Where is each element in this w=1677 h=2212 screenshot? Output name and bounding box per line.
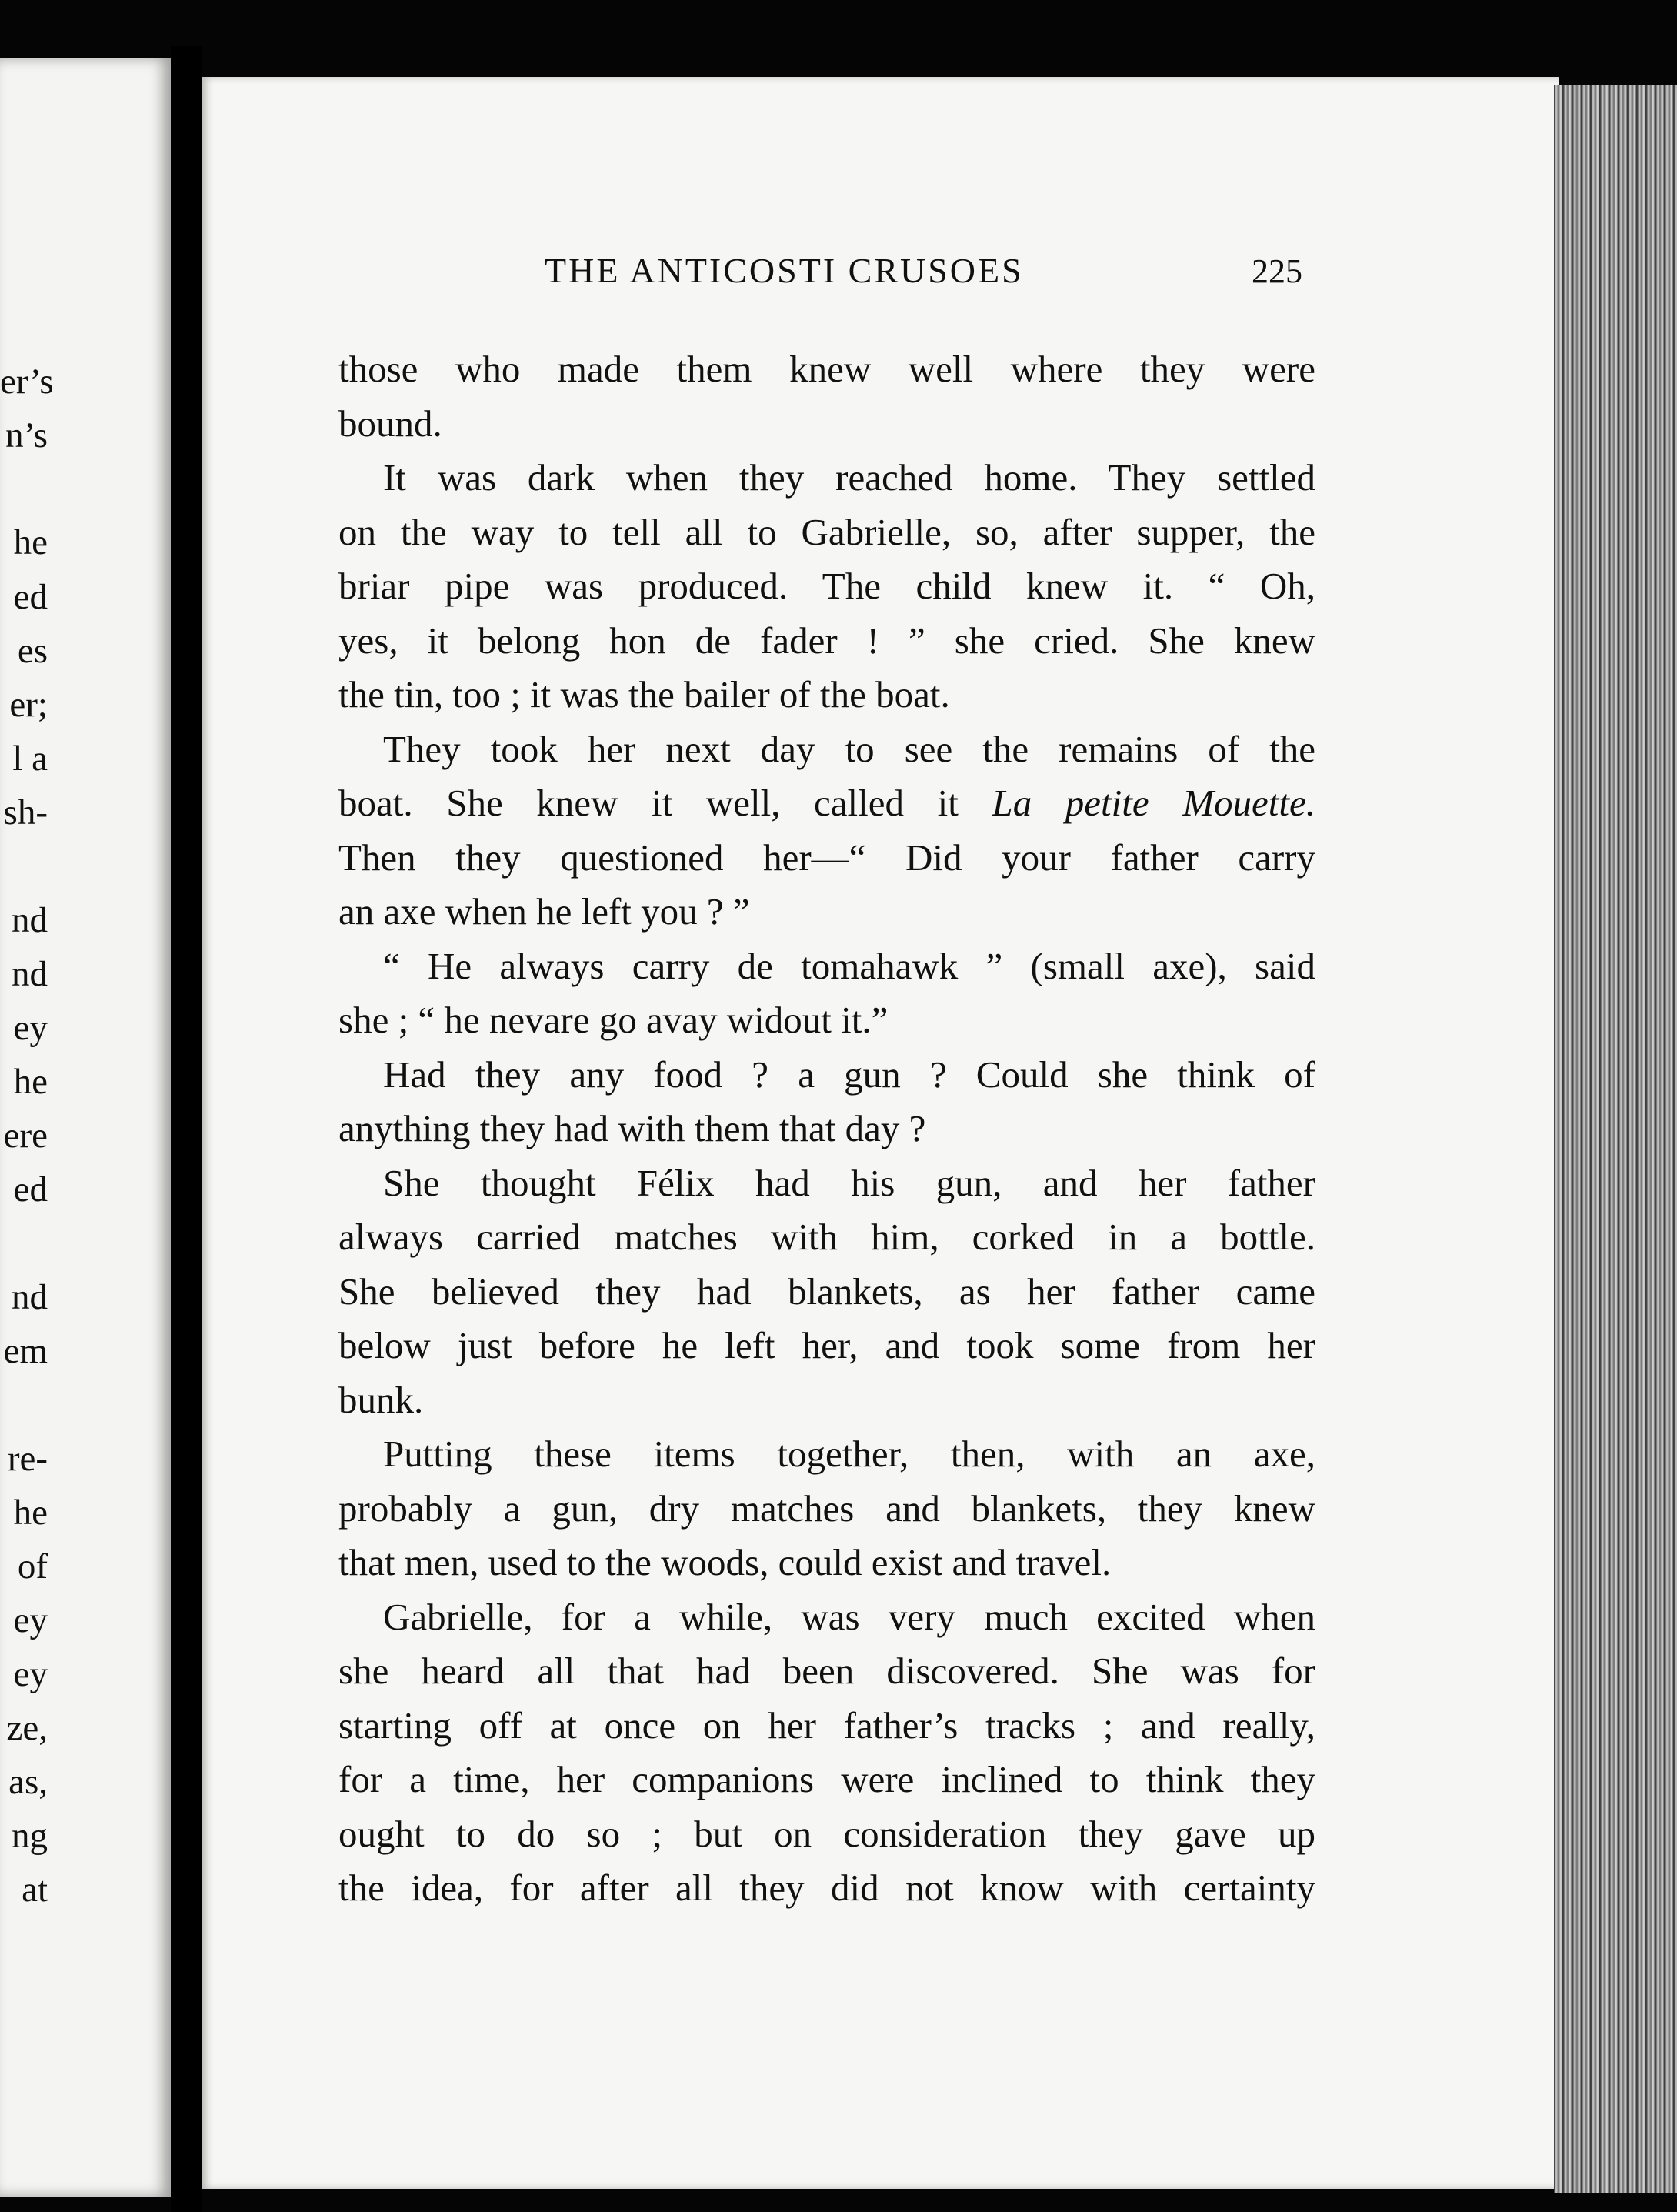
- text-line-part: boat. She knew it well, called it: [338, 782, 959, 824]
- running-head: THE ANTICOSTI CRUSOES: [545, 251, 1024, 290]
- left-margin-fragment: l a: [12, 739, 48, 779]
- page-edges: [1554, 85, 1677, 2193]
- left-page: [0, 58, 171, 2197]
- text-line: an axe when he left you ? ”: [338, 890, 750, 933]
- text-line: “ He always carry de tomahawk ” (small axe), said: [383, 944, 1315, 987]
- text-line: bunk.: [338, 1378, 424, 1421]
- left-margin-fragment: he: [13, 1062, 48, 1102]
- left-margin-fragment: nd: [12, 1277, 48, 1317]
- left-margin-fragment: n’s: [5, 415, 48, 455]
- left-margin-fragment: at: [22, 1870, 48, 1910]
- left-margin-fragment: ed: [13, 577, 48, 617]
- left-margin-fragment: ze,: [6, 1708, 48, 1748]
- left-margin-fragment: er;: [9, 685, 48, 725]
- text-line: the idea, for after all they did not know with certainty: [338, 1867, 1315, 1909]
- left-margin-fragment: ere: [3, 1116, 48, 1156]
- text-line: Had they any food ? a gun ? Could she think of: [383, 1053, 1315, 1096]
- text-line: Putting these items together, then, with an axe,: [383, 1433, 1315, 1475]
- text-line: starting off at once on her father’s tracks ; and really,: [338, 1703, 1315, 1747]
- left-margin-fragment: re-: [7, 1439, 48, 1479]
- left-margin-fragment: of: [17, 1546, 48, 1586]
- text-line: she heard all that had been discovered. She was for: [338, 1650, 1315, 1692]
- left-margin-fragment: nd: [12, 900, 48, 940]
- text-line: ought to do so ; but on consideration they gave up: [338, 1812, 1315, 1855]
- text-line: for a time, her companions were inclined to think they: [338, 1758, 1315, 1800]
- left-margin-fragment: nd: [12, 954, 48, 994]
- text-line: [338, 776, 1315, 831]
- text-line: It was dark when they reached home. They settled: [383, 456, 1315, 499]
- left-margin-fragment: er’s: [0, 362, 54, 402]
- text-line: probably a gun, dry matches and blankets, they knew: [338, 1486, 1315, 1530]
- text-line: on the way to tell all to Gabrielle, so, after supper, the: [338, 510, 1315, 553]
- text-line: yes, it belong hon de fader ! ” she cried. She knew: [338, 619, 1315, 662]
- page-number: 225: [1252, 252, 1302, 290]
- left-margin-fragment: ey: [13, 1600, 48, 1640]
- text-line: always carried matches with him, corked in a bottle.: [338, 1216, 1315, 1258]
- text-line: bound.: [338, 402, 442, 445]
- text-line: Gabrielle, for a while, was very much excited when: [383, 1595, 1315, 1638]
- left-margin-fragment: ng: [12, 1816, 48, 1856]
- text-line: that men, used to the woods, could exist and travel.: [338, 1541, 1112, 1583]
- left-margin-fragment: ed: [13, 1169, 48, 1209]
- text-line: anything they had with them that day ?: [338, 1107, 926, 1149]
- left-margin-fragment: sh-: [3, 792, 48, 832]
- text-line: They took her next day to see the remains of the: [383, 727, 1315, 770]
- text-line: those who made them knew well where they were: [338, 348, 1315, 390]
- book-gutter: [171, 46, 202, 2212]
- text-line: She believed they had blankets, as her father came: [338, 1269, 1315, 1313]
- left-margin-fragment: es: [17, 631, 48, 671]
- body-text: [338, 342, 1315, 1916]
- left-margin-fragment: he: [13, 522, 48, 562]
- left-margin-fragment: em: [3, 1331, 48, 1371]
- text-line: she ; “ he nevare go avay widout it.”: [338, 999, 889, 1041]
- left-margin-fragment: ey: [13, 1008, 48, 1048]
- text-line: Then they questioned her—“ Did your father carry: [338, 836, 1315, 879]
- text-line: below just before he left her, and took some from her: [338, 1324, 1315, 1366]
- text-line: the tin, too ; it was the bailer of the boat.: [338, 673, 950, 716]
- text-line: briar pipe was produced. The child knew it. “ Oh,: [338, 565, 1315, 607]
- left-margin-fragment: as,: [8, 1762, 48, 1802]
- text-line: She thought Félix had his gun, and her father: [383, 1161, 1315, 1204]
- left-margin-fragment: ey: [13, 1654, 48, 1694]
- left-margin-fragment: he: [13, 1493, 48, 1533]
- boat-name: La petite Mouette.: [992, 782, 1315, 824]
